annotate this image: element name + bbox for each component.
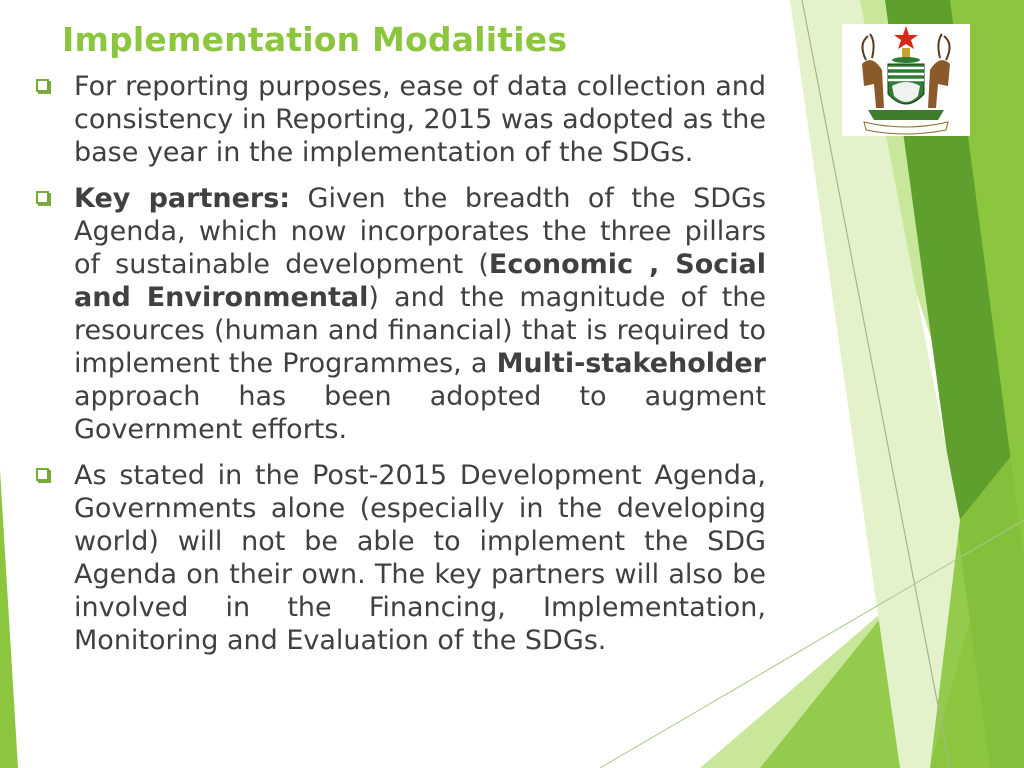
list-item (36, 182, 766, 446)
pillars-bold: Economic , Social and Environmental (74, 249, 766, 313)
slide-title: Implementation Modalities (62, 20, 568, 59)
text-segment: ) and the magnitude of the resources (human and financial) that is required to implement the Programmes, a (74, 282, 767, 379)
checkbox-bullet-icon (36, 191, 51, 206)
key-partners-label: Key partners: (74, 183, 291, 214)
multi-stakeholder-bold: Multi-stakeholder (496, 348, 766, 379)
checkbox-bullet-icon (36, 468, 51, 483)
left-accent-wedge (0, 470, 18, 768)
list-item (36, 459, 766, 657)
text-segment: approach has been adopted to augment Government efforts. (74, 381, 766, 445)
coat-of-arms-emblem (842, 24, 970, 136)
bullet-text (74, 182, 766, 446)
bullet-list (36, 70, 766, 670)
text-segment: Given the breadth of the SDGs Agenda, which now incorporates the three pillars of sustainable development ( (74, 183, 766, 280)
checkbox-bullet-icon (36, 79, 51, 94)
bullet-text: For reporting purposes, ease of data collection and consistency in Reporting, 2015 was adopted as the base year in the implementation of the SDGs. (74, 71, 766, 168)
coat-of-arms-icon (842, 24, 970, 136)
list-item (36, 70, 766, 169)
bullet-text: As stated in the Post-2015 Development Agenda, Governments alone (especially in the developing world) will not be able to implement the SDG Agenda on their own. The key partners will also be involved in the Financing, Implementation, Monitoring and Evaluation of the SDGs. (74, 460, 766, 656)
